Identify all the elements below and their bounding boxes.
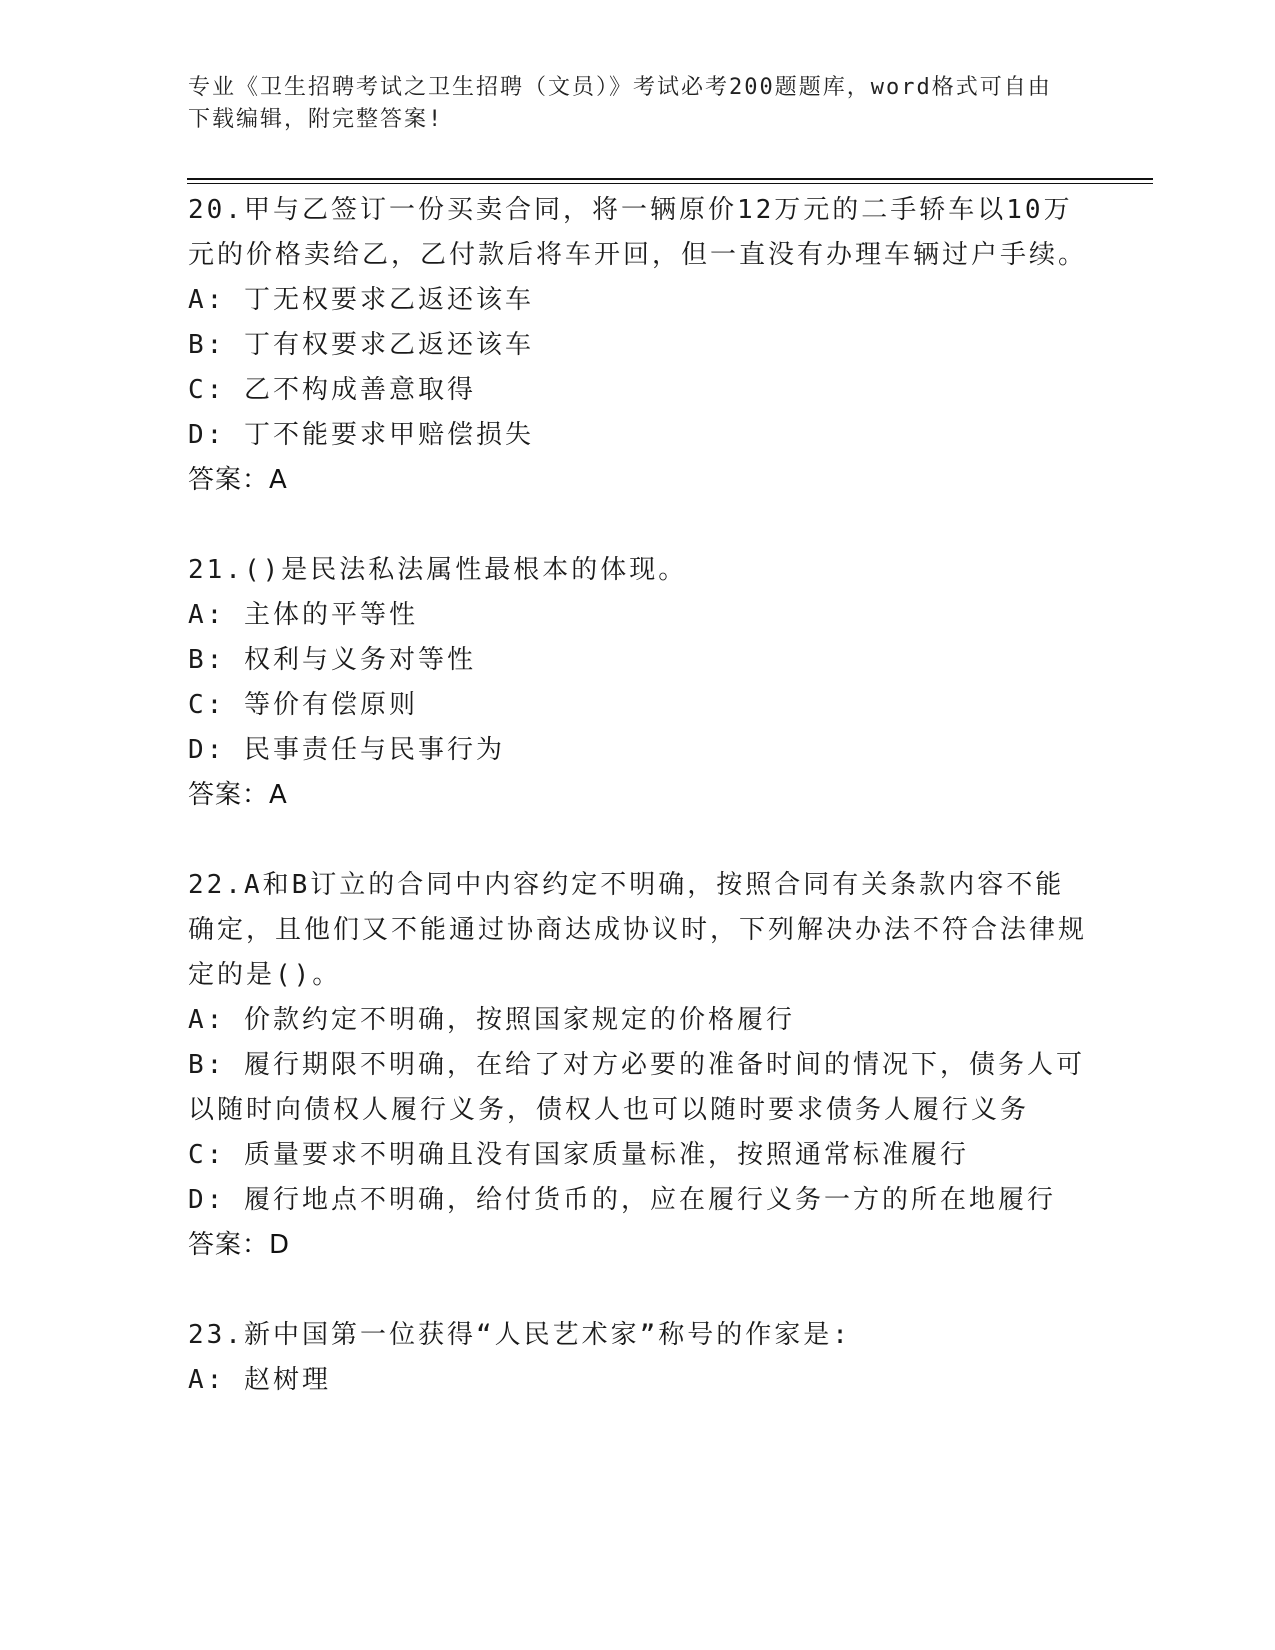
option-b: B: 权利与义务对等性 bbox=[188, 645, 476, 675]
question-stem: 23.新中国第一位获得“人民艺术家”称号的作家是: bbox=[188, 1320, 851, 1350]
option-c: C: 质量要求不明确且没有国家质量标准，按照通常标准履行 bbox=[188, 1140, 969, 1170]
option-d: D: 履行地点不明确，给付货币的，应在履行义务一方的所在地履行 bbox=[188, 1185, 1056, 1215]
question-21 bbox=[188, 548, 1088, 818]
option-a: A: 赵树理 bbox=[188, 1365, 331, 1395]
header-rule-thin bbox=[187, 183, 1153, 184]
option-c: C: 乙不构成善意取得 bbox=[188, 375, 476, 405]
option-c: C: 等价有偿原则 bbox=[188, 690, 418, 720]
question-gap bbox=[188, 1268, 1088, 1313]
question-gap bbox=[188, 818, 1088, 863]
question-list bbox=[188, 188, 1088, 1403]
answer-label: 答案：A bbox=[188, 780, 288, 810]
question-gap bbox=[188, 503, 1088, 548]
question-20 bbox=[188, 188, 1088, 503]
page-header: 专业《卫生招聘考试之卫生招聘（文员）》考试必考200题题库，word格式可自由下载编辑，附完整答案! bbox=[188, 75, 1052, 132]
option-a: A: 价款约定不明确，按照国家规定的价格履行 bbox=[188, 1005, 795, 1035]
question-stem: 20.甲与乙签订一份买卖合同，将一辆原价12万元的二手轿车以10万元的价格卖给乙，乙付款后将车开回，但一直没有办理车辆过户手续。 bbox=[188, 195, 1088, 270]
question-stem: 21.()是民法私法属性最根本的体现。 bbox=[188, 555, 688, 585]
option-a: A: 丁无权要求乙返还该车 bbox=[188, 285, 534, 315]
option-b: B: 丁有权要求乙返还该车 bbox=[188, 330, 534, 360]
header-rule-thick bbox=[187, 178, 1153, 180]
option-b: B: 履行期限不明确，在给了对方必要的准备时间的情况下，债务人可以随时向债权人履行义务，债权人也可以随时要求债务人履行义务 bbox=[188, 1050, 1085, 1125]
answer-label: 答案：D bbox=[188, 1230, 291, 1260]
question-stem: 22.A和B订立的合同中内容约定不明确，按照合同有关条款内容不能确定，且他们又不能通过协商达成协议时，下列解决办法不符合法律规定的是()。 bbox=[188, 870, 1088, 990]
option-a: A: 主体的平等性 bbox=[188, 600, 418, 630]
option-d: D: 民事责任与民事行为 bbox=[188, 735, 505, 765]
question-22 bbox=[188, 863, 1088, 1268]
answer-label: 答案：A bbox=[188, 465, 288, 495]
question-23 bbox=[188, 1313, 1088, 1403]
option-d: D: 丁不能要求甲赔偿损失 bbox=[188, 420, 534, 450]
